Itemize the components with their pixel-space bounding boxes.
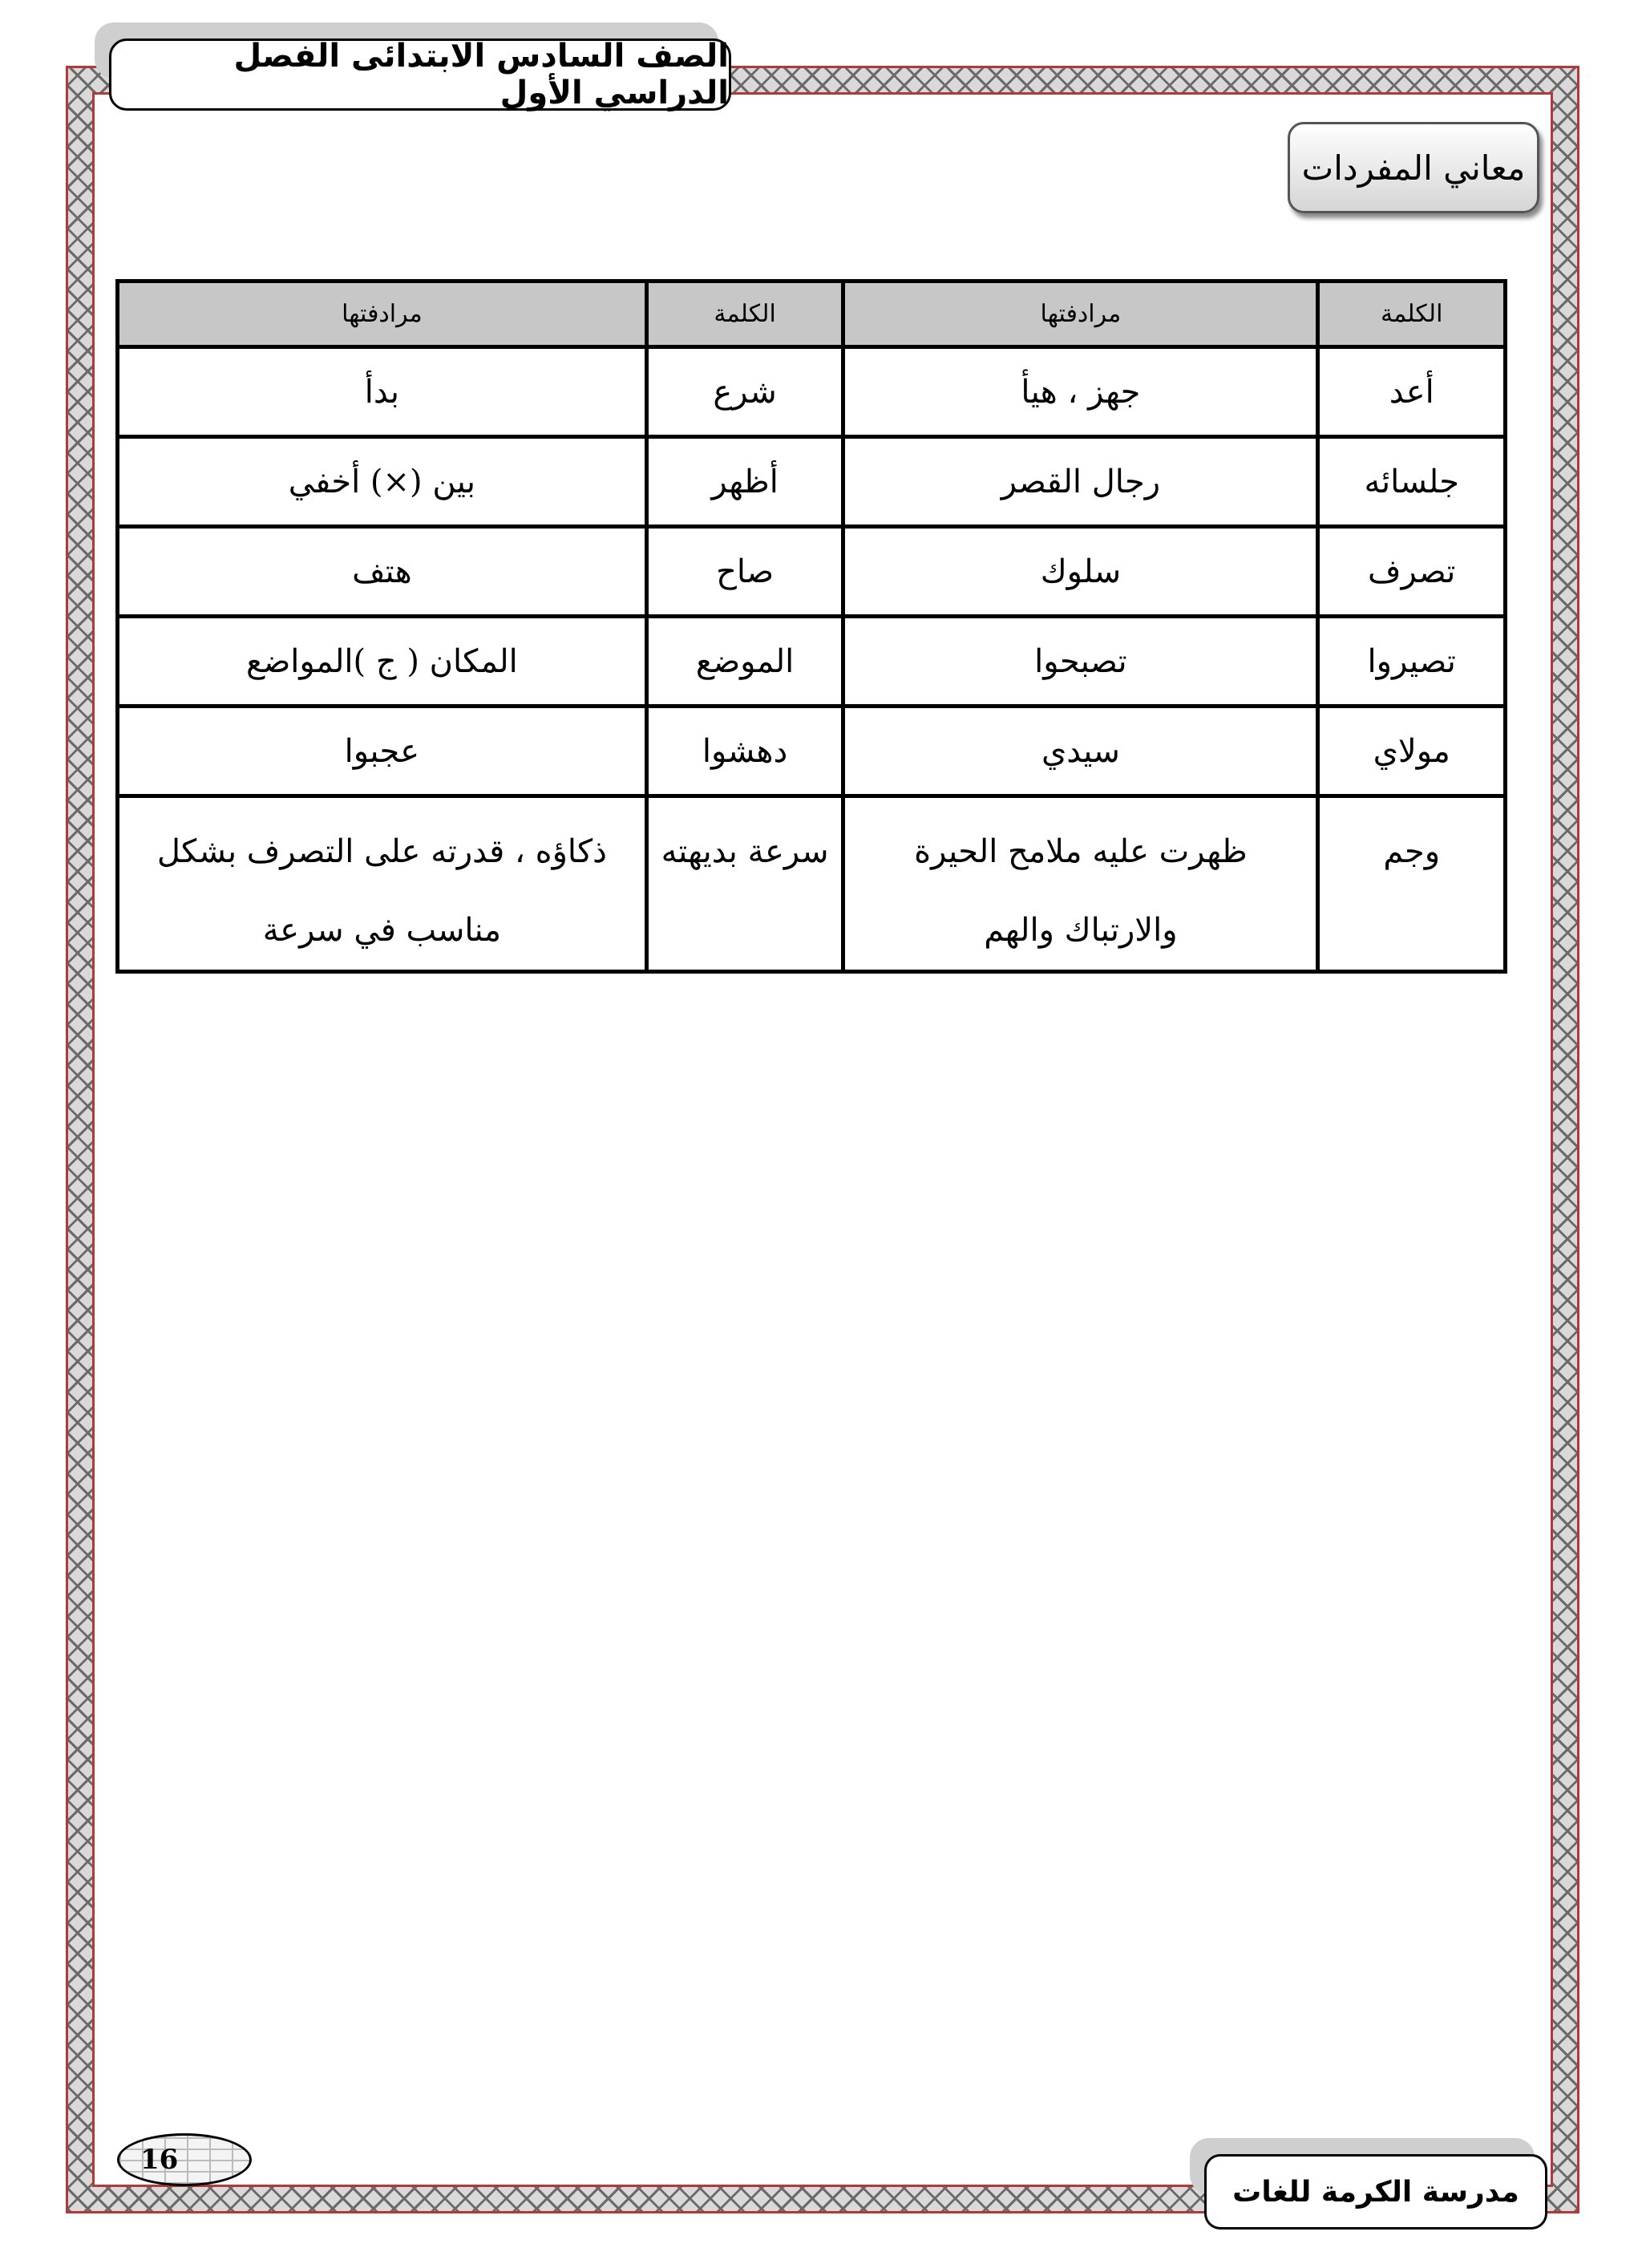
table-row — [118, 527, 1506, 617]
table-cell: بين (×) أخفي — [118, 437, 647, 527]
table-header-row — [118, 281, 1506, 347]
table-cell: بدأ — [118, 347, 647, 437]
table-cell: الموضع — [646, 617, 843, 707]
table-cell: سلوك — [843, 527, 1318, 617]
table-cell: المكان ( ج )المواضع — [118, 617, 647, 707]
table-cell: أعد — [1318, 347, 1506, 437]
table-cell: عجبوا — [118, 707, 647, 796]
column-header: الكلمة — [1318, 281, 1506, 347]
header-title: الصف السادس الابتدائى الفصل الدراسي الأول — [109, 38, 731, 111]
vocabulary-table — [115, 279, 1507, 974]
table-cell: تصيروا — [1318, 617, 1506, 707]
table-row — [118, 617, 1506, 707]
table-cell: رجال القصر — [843, 437, 1318, 527]
table-cell: هتف — [118, 527, 647, 617]
table-cell: وجم — [1318, 796, 1506, 972]
page-number-badge — [117, 2133, 252, 2186]
table-cell: ذكاؤه ، قدرته على التصرف بشكل مناسب في سرعة — [118, 796, 647, 972]
section-title: معاني المفردات — [1288, 122, 1539, 213]
table-cell: دهشوا — [646, 707, 843, 796]
table-cell: جلسائه — [1318, 437, 1506, 527]
column-header: مرادفتها — [843, 281, 1318, 347]
table-cell: شرع — [646, 347, 843, 437]
table-cell: صاح — [646, 527, 843, 617]
table-cell: ظهرت عليه ملامح الحيرة والارتباك والهم — [843, 796, 1318, 972]
table-cell: مولاي — [1318, 707, 1506, 796]
table-row — [118, 347, 1506, 437]
page-number: 16 — [140, 2144, 179, 2176]
table-cell: جهز ، هيأ — [843, 347, 1318, 437]
school-name: مدرسة الكرمة للغات — [1204, 2154, 1547, 2230]
table-row — [118, 437, 1506, 527]
table-cell: سيدي — [843, 707, 1318, 796]
table-cell: أظهر — [646, 437, 843, 527]
table-cell: تصرف — [1318, 527, 1506, 617]
table-row — [118, 707, 1506, 796]
column-header: الكلمة — [646, 281, 843, 347]
table-cell: تصبحوا — [843, 617, 1318, 707]
table-row — [118, 796, 1506, 972]
column-header: مرادفتها — [118, 281, 647, 347]
table-cell: سرعة بديهته — [646, 796, 843, 972]
